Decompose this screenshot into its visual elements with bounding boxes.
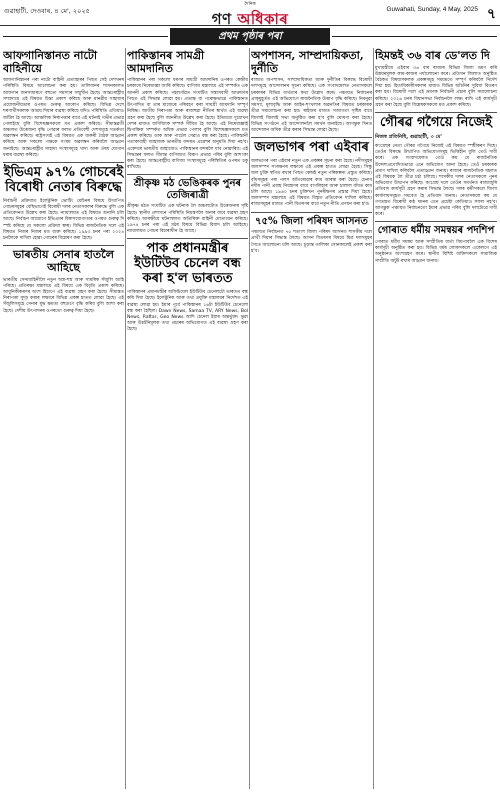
article-body: মুখ্যমন্ত্ৰীয়ে এইবাৰ ৩৬ বাৰ ৰাজ্যৰ বিভিন্ন জিলা ভ্ৰমণ কৰি উন্নয়নমূলক কাম-কাজৰ পৰ্যালোচনা কৰে। প্ৰতিখন জিলাত অনুষ্ঠিত বৈঠকত বিষয়াসকলক প্ৰকল্পসমূহ সময়মতে সম্পূৰ্ণ কৰিবলৈ নিৰ্দেশ দিয়া হয়। হিতাধিকাৰীসকলৰ মাজত বিভিন্ন আঁচনিৰ সুবিধা বিতৰণ কৰা হয়। বিৰোধী দলে এই ভ্ৰমণক নিৰ্বাচনী প্ৰচাৰ বুলি সমালোচনা কৰিছে। ২০২৬ চনৰ বিধানসভা নিৰ্বাচনলৈ লক্ষ্য ৰাখি এই কাৰ্যসূচী গ্ৰহণ কৰা হৈছে বুলি বিশ্লেষকসকলে মত প্ৰকাশ কৰিছে। bbox=[375, 65, 497, 108]
column-1 bbox=[3, 48, 124, 789]
divider bbox=[127, 238, 248, 239]
masthead-date-assamese: গুৱাহাটী, দেওবাৰ, ৪ মে', ২০২৫ bbox=[4, 7, 90, 15]
divider bbox=[127, 174, 248, 175]
divider bbox=[375, 221, 497, 222]
article-body: গোৰাত ধৰ্মীয় সমন্বয় আৰু সম্প্ৰীতিৰ বাৰ্তা বিয়পাবলৈ এক বিশেষ কাৰ্যসূচী অনুষ্ঠিত কৰা হয়। বিভিন্ন ধৰ্মৰ লোকসকলে একেলগে এই অনুষ্ঠানত অংশগ্ৰহণ কৰে। স্থানীয় বিশিষ্ট ব্যক্তিসকলে সামাজিক সম্প্ৰীতি অটুট ৰখাৰ আহ্বান জনায়। bbox=[375, 239, 497, 264]
column-3 bbox=[251, 48, 372, 789]
article-body: শ্ৰীকৃষ্ণ মঠত সংঘটিত এক ঘটনাক লৈ অঞ্চলটোত উত্তেজনাৰ সৃষ্টি হৈছে। স্থানীয় প্ৰশাসনে পৰিস্থিতি নিয়ন্ত্ৰণলৈ অনাৰ বাবে ব্যৱস্থা গ্ৰহণ কৰিছে। আৰক্ষীয়ে ঘটনাস্থলত অতিৰিক্ত বাহিনী মোতায়েন কৰিছে। ১৯৭৪ চনৰ পৰা এই মঠৰ বিষয়ে বিভিন্ন বিবাদ চলি আহিছে। ন্যায়ালয়ত গোচৰ বিচাৰাধীন হৈ আছে। bbox=[127, 204, 248, 235]
article-body: কংগ্ৰেছৰ নেতা গৌৰৱ গগৈয়ে নিজেই এই বিষয়ত স্পষ্টীকৰণ দিছে। তেওঁৰ বিৰুদ্ধে উত্থাপিত অভিযোগসমূহ ভিত্তিহীন বুলি তেওঁ দাবী কৰে। এক সংবাদমেলত তেওঁ কয় যে ৰাজনৈতিক উদ্দেশ্যপ্ৰণোদিতভাৱে এনে অভিযোগ আনা হৈছে। তেওঁ চৰকাৰক প্ৰমাণ দাখিল কৰিবলৈ প্ৰত্যাহ্বান জনায়। ৰাজ্যৰ ৰাজনৈতিক মহলত এই বিষয়ক লৈ তীব্ৰ চৰ্চা চলিছে। শাসকীয় দলৰ নেতাসকলে পুনৰ অভিযোগ উত্থাপন কৰিছে। কংগ্ৰেছ দলে তেওঁৰ সমৰ্থনত ৰাজ্যজুৰি প্ৰতিবাদ কাৰ্যসূচী গ্ৰহণ কৰাৰ সিদ্ধান্ত লৈছে। দলৰ কৰ্মীসকলে জিলা কাৰ্যালয়সমূহত সমবেত হৈ প্ৰতিবাদ জনায়। নেতাসকলে কয় যে গণতন্ত্ৰত বিৰোধী কণ্ঠ দমনৰ এনে প্ৰচেষ্টা কেতিয়াও সফল নহ'ব। আগন্তুক পঞ্চায়ত নিৰ্বাচনতো ইয়াৰ প্ৰভাৱ পৰিব বুলি দলটোৱে দাবী কৰে। bbox=[375, 144, 497, 218]
section-banner: প্ৰথম পৃষ্ঠাৰ পৰা bbox=[170, 28, 330, 45]
article-body: আফগানিস্তানৰ পৰা নাটো বাহিনী প্ৰত্যাহাৰৰ পিছত সেই দেশখনৰ পৰিস্থিতি বিষয়ে আলোচনা কৰা হয়। তালিবানৰ শাসনকালত আফগান জনসাধাৰণে বহুতো সমস্যাৰ সন্মুখীন হৈছে। আন্তঃৰাষ্ট্ৰীয় সম্প্ৰদায়ে এই বিষয়ত চিন্তা প্ৰকাশ কৰিছে আৰু মানৱীয় সাহায্যৰ প্ৰয়োজনীয়তাৰ ওপৰত গুৰুত্ব আৰোপ কৰিছে। বিভিন্ন দেশে শৰণাৰ্থীসকলক আশ্ৰয় দিয়াৰ ব্যৱস্থা কৰিছে যদিও পৰিস্থিতি এতিয়াও জটিল হৈ আছে। আঞ্চলিক নিৰাপত্তাৰ বাবে এই ঘটনাই গভীৰ প্ৰভাৱ পেলাইছে বুলি বিশেষজ্ঞসকলে মত প্ৰকাশ কৰিছে। সীমান্তৱৰ্তী অঞ্চলত উত্তেজনা বৃদ্ধি পোৱাৰ ফলত প্ৰতিবেশী দেশসমূহে সতৰ্কতা অৱলম্বন কৰিছে। ৰাষ্ট্ৰসংঘই এই বিষয়ত এক জৰুৰী বৈঠক আহ্বান কৰিছে আৰু সকলো পক্ষকে সংযম অৱলম্বন কৰিবলৈ আহ্বান জনাইছে। আন্তঃৰাষ্ট্ৰীয় সাহায্য সংস্থাসমূহে খাদ্য আৰু ঔষধ যোগান ধৰাৰ ব্যৱস্থা কৰিছে। bbox=[3, 78, 124, 158]
divider bbox=[375, 112, 497, 113]
column-rule bbox=[373, 48, 374, 789]
column-rule bbox=[125, 48, 126, 789]
masthead bbox=[0, 0, 500, 26]
logo-main: গণ bbox=[211, 10, 232, 28]
column-rule bbox=[249, 48, 250, 789]
article-headline[interactable]: অপশাসন, সাম্প্ৰদায়িকতা, দুৰ্নীতি bbox=[251, 49, 364, 75]
article-body: পাকিস্তানৰ প্ৰধানমন্ত্ৰীৰ অফিচিয়েল ইউটিউব চেনেলটো ভাৰতত বন্ধ কৰি দিয়া হৈছে। ইলেক্ট্ৰনিক আৰু তথ্য প্ৰযুক্তি মন্ত্ৰালয়ৰ নিৰ্দেশত এই ব্যৱস্থা লোৱা হয়। ইয়াৰ পূৰ্বে পাকিস্তানৰ ১৬টা ইউটিউব চেনেলো বন্ধ কৰা হৈছিল। Dawn News, Samaa TV, ARY News, Bol News, Raftar, Geo News আদি চেনেল ইয়াৰ অন্তৰ্ভুক্ত। ভুৱা আৰু উচটনিমূলক তথ্য প্ৰচাৰৰ অভিযোগত এই ব্যৱস্থা গ্ৰহণ কৰা হৈছে। bbox=[127, 290, 248, 333]
article-headline[interactable]: ইভিএম ৯৭% গোচৰেই বিৰোধী নেতাৰ বিৰুদ্ধে bbox=[3, 164, 124, 195]
article-headline[interactable]: জলভাগৰ পৰা এইবাৰ bbox=[254, 140, 369, 156]
article-headline[interactable]: হিমন্তই ৩৬ বাৰ ডে'লত দি bbox=[375, 49, 490, 62]
column-4 bbox=[375, 48, 497, 789]
article-headline[interactable]: শ্ৰীকৃষ্ণ মঠ ভেঙিকৰক পুনৰ তেজিৰাত্ৰী bbox=[133, 178, 242, 201]
article-body: নিৰ্বাচনী প্ৰক্ৰিয়াত ইলেক্ট্ৰনিক ভোটিং মেচিনৰ বিষয়ে উত্থাপিত গোচৰসমূহৰ বেছিভাগেই বিৰোধী দলৰ নেতাসকলৰ বিৰুদ্ধে বুলি এক প্ৰতিবেদনত উল্লেখ কৰা হৈছে। ন্যায়ালয়ত এই বিষয়ত শুনানি চলি আছে। নিৰ্বাচন আয়োগে ইভিএমৰ বিশ্বাসযোগ্যতাৰ ওপৰত গুৰুত্ব দি স্পষ্ট কৰিছে যে সকলো প্ৰক্ৰিয়া স্বচ্ছ। বিভিন্ন ৰাজনৈতিক দলে এই বিষয়ত নিজৰ নিজৰ মত ব্যক্ত কৰিছে। ১৯৯৩ চনৰ পৰা ২০২৪ চনলৈকে দাখিল হোৱা গোচৰৰ বিশ্লেষণ কৰা হৈছে। bbox=[3, 198, 124, 242]
article-headline[interactable]: গোৰাত ধৰ্মীয় সমন্বয়ৰ পদশিপ bbox=[377, 225, 495, 237]
article-body: ভাৰতীয় সেনাবাহিনীলৈ নতুন অস্ত্ৰ-শস্ত্ৰ আৰু সামৰিক সঁজুলি আহি পৰিছে। প্ৰতিৰক্ষা মন্ত্ৰালয়ে এই বিষয়ে এক বিবৃতি প্ৰকাশ কৰিছে। আধুনিকীকৰণৰ অংশ হিচাপে এই ব্যৱস্থা গ্ৰহণ কৰা হৈছে। সীমান্তত নিৰাপত্তা সুদৃঢ় কৰাৰ লক্ষ্যৰে বিভিন্ন প্ৰকল্প হাতত লোৱা হৈছে। এই সঁজুলিসমূহে সেনাৰ যুদ্ধ ক্ষমতা বহুগুণে বৃদ্ধি কৰিব বুলি আশা কৰা হৈছে। দেশীয় উৎপাদনৰ ওপৰতো গুৰুত্ব দিয়া হৈছে। bbox=[3, 277, 124, 314]
article-headline[interactable]: ভাৰতীয় সেনাৰ হাতলৈ আহিছে bbox=[13, 248, 114, 274]
article-headline[interactable]: গৌৰৱ গগৈয়ে নিজেই bbox=[380, 115, 492, 131]
banner-rule-right bbox=[332, 36, 497, 37]
article-body: জলভাগৰ পৰা এইবাৰ নতুন এক প্ৰকল্পৰ সূচনা কৰা হৈছে। নদীসমূহৰ জলসম্পদ সংৰক্ষণৰ লক্ষ্যৰে এই প্ৰকল্প হাতত লোৱা হৈছে। সিন্ধু জল চুক্তি স্থগিত ৰখাৰ পিছত কেন্দ্ৰই নতুন পৰিকল্পনা প্ৰস্তুত কৰিছে। বাঁধসমূহৰ পৰা পলস আঁতৰোৱাৰ কাম আৰম্ভ কৰা হৈছে। চেনাব নদীৰ পানী প্ৰবাহ নিয়ন্ত্ৰণৰ বাবে বাগলিহাৰ আৰু চালাল বাঁধত কাম চলি আছে। ১৯৬০ চনৰ চুক্তিখন পুনৰীক্ষণৰ প্ৰস্তাৱ দিয়া হৈছে। জলসম্পদ মন্ত্ৰালয়ে এই বিষয়ত বিস্তৃত প্ৰতিবেদন দাখিল কৰিছে। ৰাজ্যসমূহৰ মাজত পানী বিতৰণৰ বাবে নতুন নীতি প্ৰণয়ন কৰা হ'ব। bbox=[251, 159, 372, 208]
divider bbox=[251, 137, 372, 138]
page-number: ৭ bbox=[486, 6, 496, 22]
article-body: পঞ্চায়ত নিৰ্বাচনত ৭৫ শতাংশ জিলা পৰিষদ আসনত শাসকীয় দলে প্ৰাৰ্থী দিয়াৰ সিদ্ধান্ত লৈছে। আসন বিতৰণৰ বিষয়ে মিত্ৰ দলসমূহৰ সৈতে আলোচনা চলি আছে। চূড়ান্ত তালিকা সোনকালেই প্ৰকাশ কৰা হ'ব। bbox=[251, 230, 372, 254]
article-headline[interactable]: পাকিস্তানৰ সামগ্ৰী আমদানিত bbox=[127, 49, 205, 75]
divider bbox=[3, 245, 124, 246]
article-headline[interactable]: পাক প্ৰধানমন্ত্ৰীৰ ইউটিউব চেনেল বন্ধ কৰা হ'ল ভাৰতত bbox=[134, 241, 241, 287]
divider bbox=[251, 212, 372, 213]
masthead-date-english: Guwahati, Sunday, 4 May, 2025 bbox=[386, 6, 478, 13]
logo-accent: অধিকাৰ bbox=[237, 10, 289, 28]
column-2 bbox=[127, 48, 248, 789]
article-headline[interactable]: আফগানিস্তানত নাটো বাহিনীয়ে bbox=[3, 49, 98, 75]
article-headline[interactable]: ৭৫% জিলা পৰিষদ আসনত bbox=[255, 215, 368, 227]
banner-rule-left bbox=[3, 36, 168, 37]
newspaper-logo bbox=[195, 1, 305, 28]
byline: নিজস্ব প্ৰতিনিধি, গুৱাহাটী, ৩ মে' bbox=[375, 134, 442, 140]
article-body: ৰাজ্যত অপশাসন, সাম্প্ৰদায়িকতা আৰু দুৰ্নীতিৰ বিৰুদ্ধে বিৰোধী দলসমূহে আন্দোলনৰ সূচনা কৰিছে। এক সংবাদমেলত নেতাসকলে চৰকাৰৰ বিভিন্ন ব্যৰ্থতাৰ কথা উল্লেখ কৰে। পঞ্চায়ত নিৰ্বাচনৰ প্ৰাক্‌মুহূৰ্তত এই অভিযোগে ৰাজনৈতিক উত্তাপ বৃদ্ধি কৰিছে। নিবনুৱা সমস্যা, মূল্যবৃদ্ধি আৰু আইন-শৃংখলাৰ অৱনতিৰ বিষয়ত চৰকাৰক তীব্ৰ সমালোচনা কৰা হয়। ৰাইজৰ মাজত সজাগতা সৃষ্টিৰ বাবে জিলাই জিলাই সভা অনুষ্ঠিত কৰা হ'ব বুলি ঘোষণা কৰা হৈছে। বিভিন্ন সংগঠনে এই আন্দোলনলৈ সমৰ্থন জনাইছে। আগন্তুক দিনত আন্দোলন অধিক তীব্ৰ কৰাৰ সিদ্ধান্ত লোৱা হৈছে। bbox=[251, 78, 372, 133]
logo-kicker: দৈনিক bbox=[244, 2, 256, 7]
divider bbox=[3, 162, 124, 163]
article-body: পাকিস্তানৰ পৰা সকলো ধৰণৰ সামগ্ৰী আমদানিৰ ওপৰত কেন্দ্ৰীয় চৰকাৰে নিষেধাজ্ঞা জাৰি কৰিছে। বাণিজ্য মন্ত্ৰালয়ে এই সম্পৰ্কত এক জাননী প্ৰকাশ কৰিছে। পহলগাঁৱত সংঘটিত সন্ত্ৰাসবাদী আক্ৰমণৰ পিছত এই সিদ্ধান্ত লোৱা হয়। প্ৰত্যক্ষ বা পৰোক্ষভাৱে পাকিস্তানত উৎপাদিত বা তাৰ মাজেৰে পৰিবহণ কৰা সামগ্ৰী আমদানি সম্পূৰ্ণ নিষিদ্ধ। জাতীয় নিৰাপত্তা আৰু ৰাজহুৱা নীতিৰ স্বাৰ্থত এই ব্যৱস্থা গ্ৰহণ কৰা হৈছে বুলি জাননীত উল্লেখ কৰা হৈছে। ইতিমধ্যে দুয়োখন দেশৰ মাজত বাণিজ্যিক সম্পৰ্ক সীমিত হৈ আছে। এই নিষেধাজ্ঞাই দ্বিপাক্ষিক সম্পৰ্কত অধিক প্ৰভাৱ পেলাব বুলি বিশেষজ্ঞসকলে মত প্ৰকাশ কৰিছে। ডাক আৰু পাৰ্চেল সেৱাও বন্ধ কৰা হৈছে। পাকিস্তানী পতাকাবাহী জাহাজক ভাৰতীয় বন্দৰত প্ৰৱেশৰ অনুমতি দিয়া নহ'ব। একেদৰে ভাৰতীয় জাহাজেও পাকিস্তানৰ বন্দৰলৈ যাব নোৱাৰিব। এই সিদ্ধান্তৰ ফলত সীমান্ত বাণিজ্যত বিৰূপ প্ৰভাৱ পৰিব বুলি আশংকা কৰা হৈছে। আন্তঃৰাষ্ট্ৰীয় বাণিজ্য সংস্থাসমূহে পৰিস্থিতিৰ ওপৰত চকু ৰাখিছে। bbox=[127, 78, 248, 171]
